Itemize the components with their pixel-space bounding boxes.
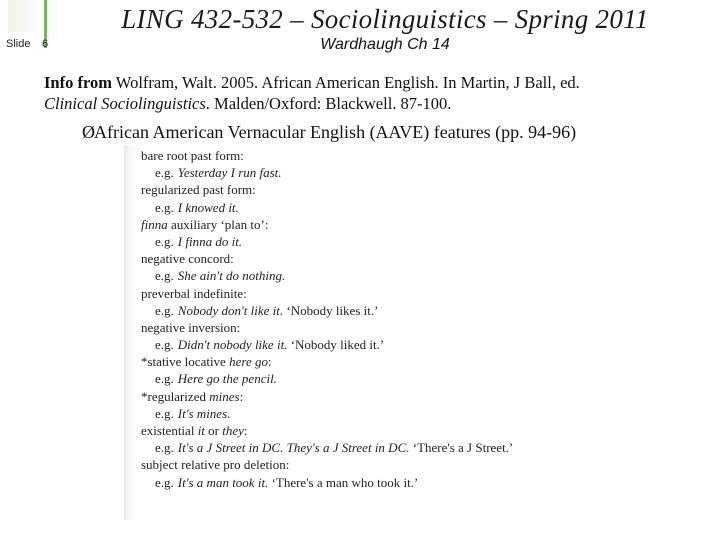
feature-term: they: [222, 423, 244, 438]
example-marker: e.g.: [155, 199, 174, 215]
example-sentence: I finna do it.: [177, 233, 243, 249]
example-marker: e.g.: [155, 302, 174, 318]
example-sentence: Here go the pencil.: [177, 371, 277, 387]
slide-label: Slide: [6, 38, 31, 50]
feature-label: [141, 319, 513, 336]
example-gloss: ‘There's a man who took it.’: [268, 474, 419, 490]
example-gloss: ‘Nobody likes it.’: [283, 302, 379, 318]
example-sentence: It's a J Street in DC. They's a J Street in DC.: [177, 440, 410, 456]
feature-example: [141, 336, 513, 353]
feature-label: [141, 388, 513, 405]
feature-example: [141, 439, 513, 456]
example-sentence: It's mines.: [177, 405, 231, 421]
feature-example: [141, 164, 513, 181]
example-sentence: I knowed it.: [177, 199, 239, 215]
feature-label-text: regularized past form:: [141, 182, 256, 198]
feature-label-text: *stative locative: [141, 354, 230, 370]
feature-example: [141, 302, 513, 319]
feature-label: [141, 353, 513, 370]
bullet-arrow-icon: Ø: [82, 122, 95, 142]
feature-label: [141, 456, 513, 473]
example-sentence: It's a man took it.: [177, 474, 269, 490]
example-marker: e.g.: [155, 405, 174, 421]
example-marker: e.g.: [155, 233, 174, 249]
feature-label: [141, 422, 513, 439]
example-gloss: ‘There's a J Street.’: [409, 440, 514, 456]
feature-term: here go: [229, 354, 268, 370]
feature-term: mines: [209, 388, 240, 404]
slide-subtitle: Wardhaugh Ch 14: [320, 36, 450, 53]
citation-book-title: Clinical Sociolinguistics: [44, 94, 206, 113]
example-sentence: Nobody don't like it.: [177, 302, 284, 318]
citation-publisher: . Malden/Oxford: Blackwell. 87-100.: [205, 94, 452, 113]
feature-list: [141, 147, 513, 491]
feature-example: [141, 370, 513, 387]
feature-term: finna: [141, 216, 168, 232]
example-gloss: ‘Nobody liked it.’: [287, 337, 385, 353]
feature-label: [141, 216, 513, 233]
citation-text: Wolfram, Walt. 2005. African American English. In Martin, J Ball, ed.: [111, 73, 580, 92]
feature-label-text: subject relative pro deletion:: [141, 457, 290, 473]
bullet-heading: [82, 122, 576, 143]
bullet-text: African American Vernacular English (AAVE) features (pp. 94-96): [94, 122, 577, 142]
feature-label-text: :: [239, 388, 244, 404]
citation-block: [44, 72, 714, 114]
example-sentence: Yesterday I run fast.: [177, 165, 282, 181]
feature-label: [141, 250, 513, 267]
feature-label-text: preverbal indefinite:: [141, 285, 247, 301]
feature-label: [141, 147, 513, 164]
feature-label-text: :: [243, 423, 248, 438]
feature-label-text: auxiliary ‘plan to’:: [167, 216, 269, 232]
feature-label-text: :: [267, 354, 272, 370]
example-marker: e.g.: [155, 337, 174, 353]
example-marker: e.g.: [155, 371, 174, 387]
feature-label: [141, 285, 513, 302]
feature-example: [141, 199, 513, 216]
example-marker: e.g.: [155, 268, 174, 284]
feature-term: it: [197, 423, 205, 438]
slide-title: LING 432-532 – Sociolinguistics – Spring 2011: [121, 4, 649, 34]
feature-label-text: *regularized: [141, 388, 210, 404]
citation-lead: Info from: [44, 73, 112, 92]
example-sentence: She ain't do nothing.: [177, 268, 286, 284]
slide-number: 6: [42, 38, 49, 50]
feature-label: [141, 181, 513, 198]
feature-example: [141, 233, 513, 250]
feature-example: [141, 267, 513, 284]
example-marker: e.g.: [155, 165, 174, 181]
feature-label-text: or: [204, 423, 223, 438]
feature-example: [141, 405, 513, 422]
feature-label-text: bare root past form:: [141, 148, 244, 163]
feature-example: [141, 474, 513, 491]
example-marker: e.g.: [155, 440, 174, 456]
feature-label-text: negative inversion:: [141, 319, 241, 335]
example-marker: e.g.: [155, 474, 174, 490]
feature-label-text: existential: [141, 423, 198, 438]
example-sentence: Didn't nobody like it.: [177, 337, 288, 353]
feature-label-text: negative concord:: [141, 251, 234, 267]
